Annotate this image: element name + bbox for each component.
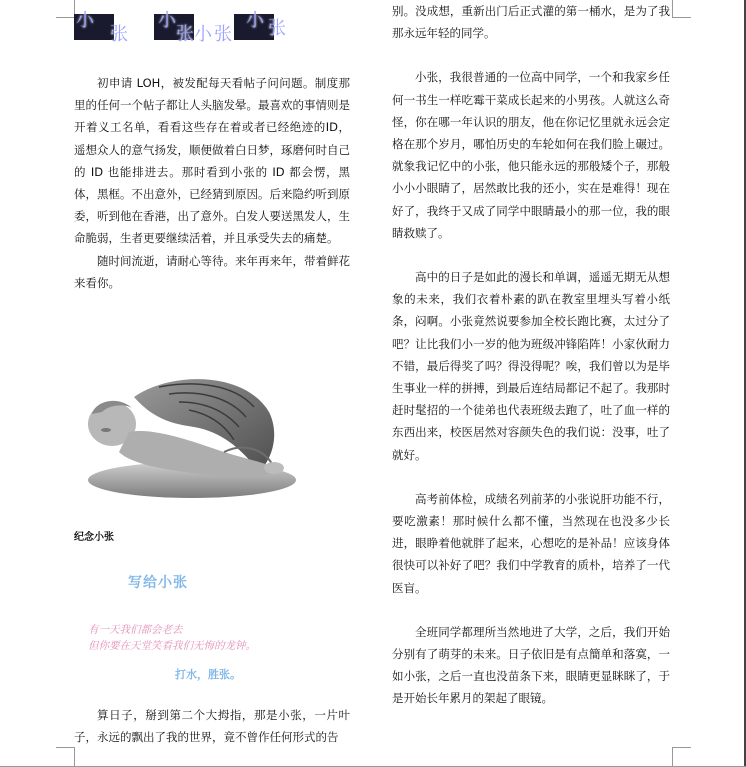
paragraph: 算日子，掰到第二个大拇指，那是小张，一片叶子，永远的飘出了我的世界，竟不曾作任何形式的告	[74, 708, 350, 745]
paragraph: 初申请 LOH，被发配每天看帖子问问题。制度那里的任何一个帖子都让人头脑发晕。最喜欢的事情则是开着义工名单，看看这些存在着或者已经绝迹的ID，遥想众人的意气扬发，顺便做着白日梦，琢磨何时自己的 ID 也能排进去。那时看到小张的 ID 都会愣，黑体，黑框。不出意外，已经猜到原因。后来隐约听到原委，听到他在香港，出了意外。白发人要送黑发人，生命脆弱，生者更要继续活着，并且承受失去的痛楚。	[74, 76, 350, 246]
crop-mark	[56, 747, 75, 766]
figure-caption: 纪念小张	[74, 532, 114, 543]
poem-title: 写给小张	[128, 575, 188, 591]
paragraph: 随时间流逝，请耐心等待。来年再来年，带着鲜花来看你。	[74, 253, 350, 290]
right-column	[392, 0, 670, 710]
angel-sculpture-image	[74, 372, 314, 507]
paragraph: 小张，我很普通的一位高中同学，一个和我家乡任何一书生一样吃霉干菜成长起来的小男孩。人就这么奇怪，你在哪一年认识的朋友，他在你记忆里就永远会定格在那个岁月，哪怕历史的车轮如何在我们脸上碾过。就象我记忆中的小张，他只能永远的那般矮个子，那般小小小眼睛了，居然敢比我的还小，实在是难得！现在好了，我终于又成了同学中眼睛最小的那一位，我的眼睛救赎了。	[392, 70, 670, 240]
poem-signature: 打水，胜张。	[175, 668, 241, 681]
banner-glyph: 张	[268, 18, 286, 39]
paragraph: 全班同学都理所当然地进了大学，之后，我们开始分别有了萌芽的未来。日子依旧是有点簡单和落寞，一如小张，之后一直也没苗条下来，眼睛更显眯眯了，于是开始长年累月的架起了眼镜。	[392, 624, 670, 706]
header-banner	[74, 8, 298, 45]
banner-glyph: 小	[246, 10, 264, 31]
paragraph: 高中的日子是如此的漫长和单调，遥遥无期无从想象的未来，我们衣着朴素的趴在教室里埋头写着小纸条，闷啊。小张竟然说要参加全校长跑比赛，太过分了吧？让比我们小一岁的他为班级冲锋陷阵！小家伙耐力不错，最后得奖了吗？得没得呢？唉，我们曾以为是毕生事业一样的拼搏，到最后连结局都记不起了。我那时赶时髦招的一个徒弟也代表班级去跑了，吐了血一样的东西出来，校医居然对容颜失色的我们说：没事，吐了就好。	[392, 270, 670, 462]
banner-glyph: 小	[194, 24, 212, 45]
banner-glyph: 张	[110, 24, 128, 45]
paragraph: 别。没成想，重新出门后正式灌的第一桶水，是为了我那永远年轻的同学。	[392, 4, 670, 41]
left-column-closing	[74, 704, 350, 748]
crop-mark	[672, 0, 691, 18]
banner-glyph: 小	[158, 10, 176, 31]
poem-line: 但你要在天堂笑看我们无悔的龙钟。	[88, 640, 256, 652]
banner-glyph: 张	[214, 24, 232, 45]
banner-glyph: 小	[76, 10, 94, 31]
crop-mark	[672, 747, 691, 766]
left-column	[74, 72, 350, 294]
poem-line: 有一天我们都会老去	[88, 624, 183, 636]
paragraph: 高考前体检，成绩名列前茅的小张说肝功能不行，要吃激素！那时候什么都不懂，当然现在也没多少长进，眼睁着他就胖了起来，心想吃的是补品！应该身体很快可以补好了吧？我们中学教育的质朴，培养了一代医盲。	[392, 491, 670, 595]
banner-glyph: 张	[176, 24, 194, 45]
crop-mark	[56, 0, 75, 18]
